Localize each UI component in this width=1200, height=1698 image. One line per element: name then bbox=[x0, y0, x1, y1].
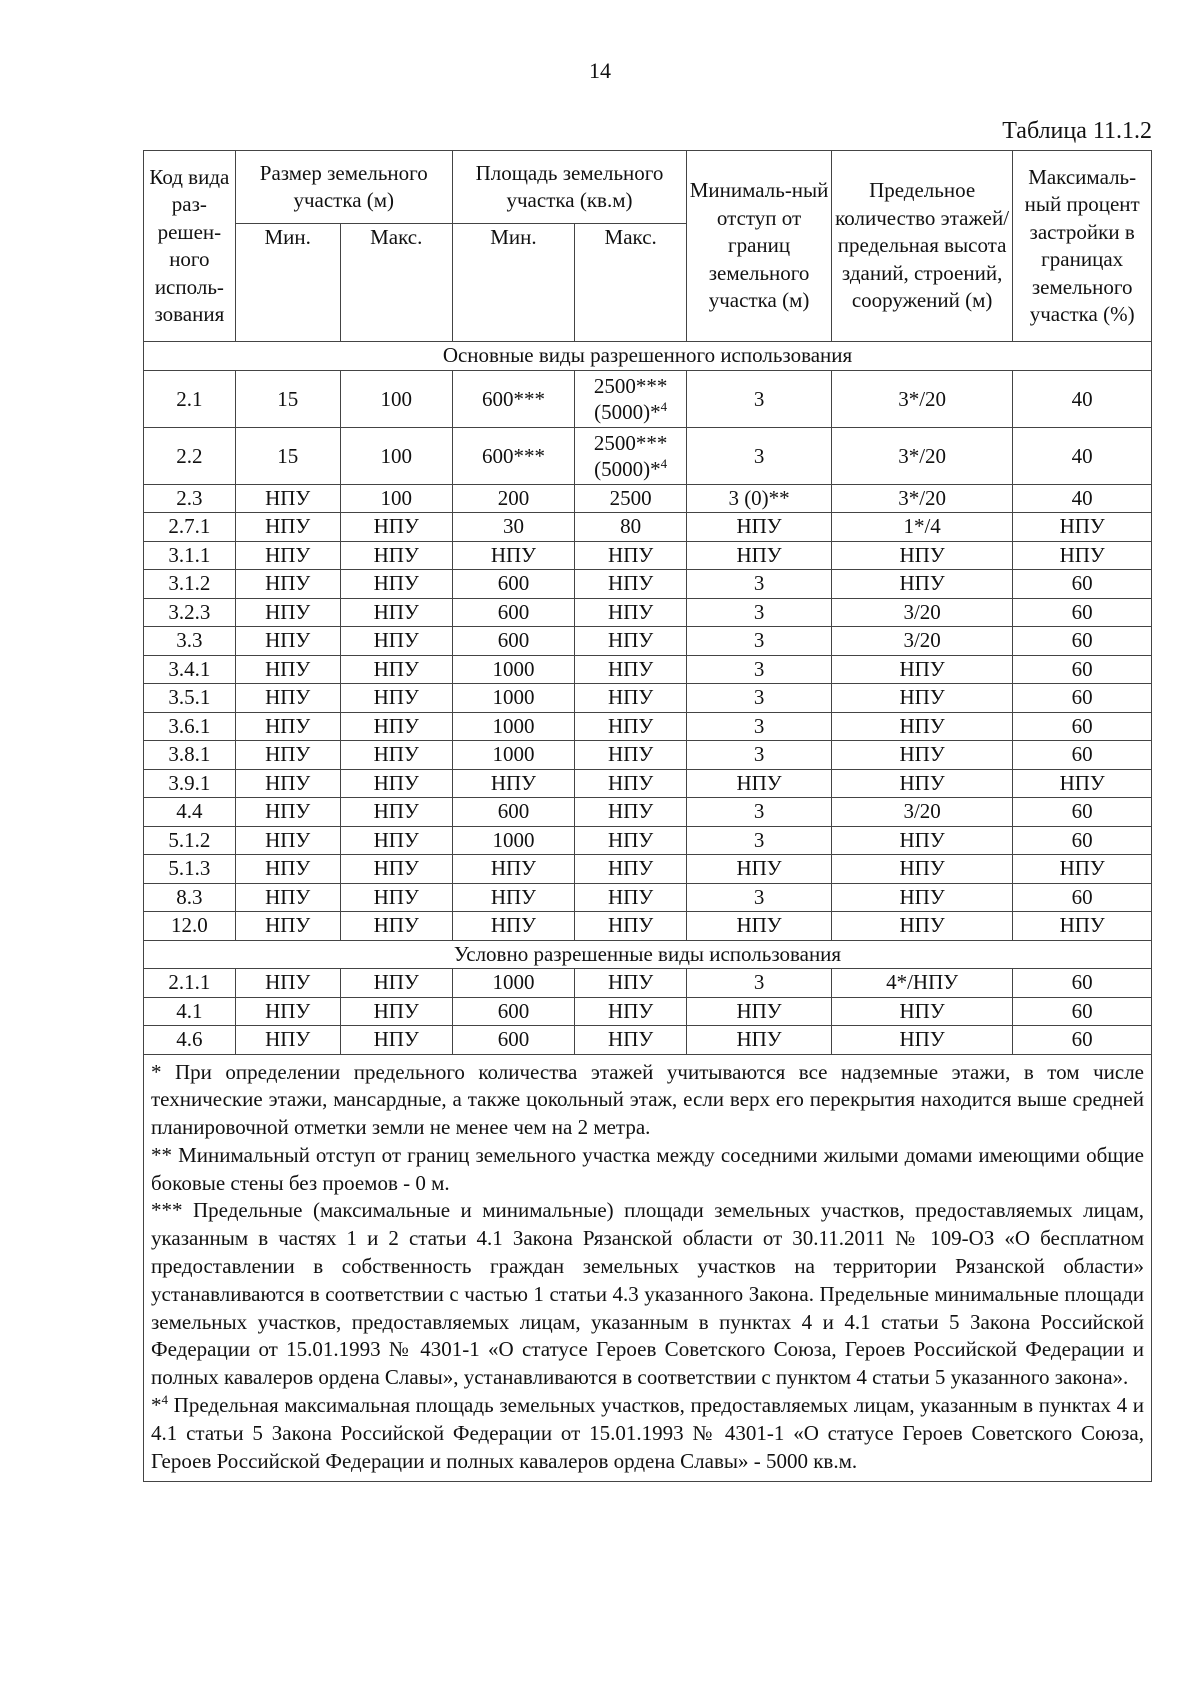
cell-area-min: 1000 bbox=[452, 826, 574, 855]
cell-floors: НПУ bbox=[831, 541, 1012, 570]
cell-size-min: НПУ bbox=[235, 798, 340, 827]
cell-code: 2.1.1 bbox=[144, 969, 236, 998]
cell-setback: НПУ bbox=[687, 513, 832, 542]
table-row bbox=[144, 855, 1152, 884]
cell-setback: 3 bbox=[687, 741, 832, 770]
table-row bbox=[144, 741, 1152, 770]
cell-coverage: 60 bbox=[1013, 798, 1152, 827]
cell-area-max: НПУ bbox=[575, 1026, 687, 1055]
cell-setback: НПУ bbox=[687, 855, 832, 884]
table-row bbox=[144, 798, 1152, 827]
cell-floors: НПУ bbox=[831, 1026, 1012, 1055]
cell-size-min: НПУ bbox=[235, 769, 340, 798]
cell-size-max: НПУ bbox=[340, 997, 452, 1026]
cell-code: 3.4.1 bbox=[144, 655, 236, 684]
cell-size-max: НПУ bbox=[340, 570, 452, 599]
cell-floors: 3/20 bbox=[831, 798, 1012, 827]
table-row bbox=[144, 427, 1152, 484]
footnote-3: *** Предельные (максимальные и минимальные) площади земельных участков, предоставляемых лицам, указанным в частях 1 и 2 статьи 4.1 Закона Рязанской области от 30.11.2011 № 109-ОЗ «О бесплатном предоставлении в собственность граждан земельных участков на территории Рязанской области» устанавливаются в соответствии с частью 1 статьи 4.3 указанного Закона. Предельные минимальные площади земельных участков, предоставляемых лицам, указанным в пунктах 4 и 4.1 статьи 5 Закона Российской Федерации от 15.01.1993 № 4301-1 «О статусе Героев Советского Союза, Героев Российской Федерации и полных кавалеров ордена Славы», устанавливаются в соответствии с пунктом 4 статьи 5 указанного закона». bbox=[151, 1198, 1144, 1390]
cell-size-min: НПУ bbox=[235, 855, 340, 884]
cell-code: 3.1.2 bbox=[144, 570, 236, 599]
table-row bbox=[144, 769, 1152, 798]
cell-setback: 3 bbox=[687, 798, 832, 827]
cell-code: 3.6.1 bbox=[144, 712, 236, 741]
zoning-parameters-table bbox=[143, 150, 1152, 1482]
section-main-title: Основные виды разрешенного использования bbox=[144, 342, 1152, 371]
cell-size-min: НПУ bbox=[235, 969, 340, 998]
cell-size-min: 15 bbox=[235, 370, 340, 427]
cell-code: 2.3 bbox=[144, 484, 236, 513]
table-row bbox=[144, 541, 1152, 570]
cell-area-max: НПУ bbox=[575, 712, 687, 741]
cell-code: 3.5.1 bbox=[144, 684, 236, 713]
cell-code: 2.7.1 bbox=[144, 513, 236, 542]
cell-size-max: 100 bbox=[340, 427, 452, 484]
cell-size-min: НПУ bbox=[235, 484, 340, 513]
cell-size-max: 100 bbox=[340, 370, 452, 427]
cell-size-min: НПУ bbox=[235, 598, 340, 627]
cell-floors: 3/20 bbox=[831, 598, 1012, 627]
cell-area-min: 600 bbox=[452, 598, 574, 627]
cell-setback: 3 bbox=[687, 598, 832, 627]
cell-floors: 3/20 bbox=[831, 627, 1012, 656]
cell-size-min: НПУ bbox=[235, 997, 340, 1026]
cell-setback: 3 bbox=[687, 826, 832, 855]
cell-area-max: НПУ bbox=[575, 570, 687, 599]
cell-area-min: НПУ bbox=[452, 541, 574, 570]
table-row bbox=[144, 370, 1152, 427]
cell-coverage: НПУ bbox=[1013, 513, 1152, 542]
cell-area-max: НПУ bbox=[575, 541, 687, 570]
area-max-value: 2500*** bbox=[593, 373, 668, 398]
table-row bbox=[144, 969, 1152, 998]
table-row bbox=[144, 684, 1152, 713]
cell-area-max: НПУ bbox=[575, 969, 687, 998]
footnote-4: *$^4$ Предельная максимальная площадь земельных участков, предоставляемых лицам, указанным в пунктах 4 и 4.1 статьи 5 Закона Российской Федерации от 15.01.1993 № 4301-1 «О статусе Героев Советского Союза, Героев Российской Федерации и полных кавалеров ордена Славы» - 5000 кв.м. bbox=[151, 1392, 1144, 1473]
cell-floors: НПУ bbox=[831, 997, 1012, 1026]
cell-setback: 3 bbox=[687, 370, 832, 427]
cell-floors: НПУ bbox=[831, 826, 1012, 855]
cell-area-max: НПУ bbox=[575, 741, 687, 770]
cell-coverage: 60 bbox=[1013, 598, 1152, 627]
cell-size-min: НПУ bbox=[235, 712, 340, 741]
cell-code: 4.4 bbox=[144, 798, 236, 827]
table-row bbox=[144, 912, 1152, 941]
cell-size-max: НПУ bbox=[340, 969, 452, 998]
cell-code: 5.1.3 bbox=[144, 855, 236, 884]
cell-size-min: НПУ bbox=[235, 912, 340, 941]
area-max-alt: (5000)*$^4$ bbox=[594, 398, 668, 424]
header-area-min: Мин. bbox=[452, 224, 574, 342]
cell-floors: НПУ bbox=[831, 655, 1012, 684]
cell-coverage: 60 bbox=[1013, 741, 1152, 770]
cell-code: 4.6 bbox=[144, 1026, 236, 1055]
page-number: 14 bbox=[589, 58, 611, 83]
cell-floors: НПУ bbox=[831, 883, 1012, 912]
cell-size-max: НПУ bbox=[340, 912, 452, 941]
table-row bbox=[144, 627, 1152, 656]
cell-coverage: 60 bbox=[1013, 826, 1152, 855]
cell-size-min: НПУ bbox=[235, 627, 340, 656]
cell-area-min: 600*** bbox=[452, 370, 574, 427]
cell-floors: 3*/20 bbox=[831, 427, 1012, 484]
cell-setback: НПУ bbox=[687, 997, 832, 1026]
cell-coverage: 60 bbox=[1013, 712, 1152, 741]
cell-floors: НПУ bbox=[831, 712, 1012, 741]
cell-area-min: НПУ bbox=[452, 769, 574, 798]
header-size-max: Макс. bbox=[340, 224, 452, 342]
table-row bbox=[144, 826, 1152, 855]
cell-coverage: НПУ bbox=[1013, 769, 1152, 798]
cell-setback: 3 bbox=[687, 570, 832, 599]
cell-area-min: 1000 bbox=[452, 655, 574, 684]
cell-area-max: НПУ bbox=[575, 598, 687, 627]
table-row bbox=[144, 598, 1152, 627]
header-size-min: Мин. bbox=[235, 224, 340, 342]
cell-area-min: 600 bbox=[452, 627, 574, 656]
cell-area-min: НПУ bbox=[452, 855, 574, 884]
header-code: Код вида раз-решен-ного исполь-зования bbox=[144, 151, 236, 342]
cell-setback: 3 bbox=[687, 427, 832, 484]
cell-area-min: 600*** bbox=[452, 427, 574, 484]
cell-area-max: НПУ bbox=[575, 655, 687, 684]
cell-area-min: НПУ bbox=[452, 912, 574, 941]
cell-area-min: 1000 bbox=[452, 684, 574, 713]
header-area-max: Макс. bbox=[575, 224, 687, 342]
cell-code: 4.1 bbox=[144, 997, 236, 1026]
cell-area-min: 600 bbox=[452, 570, 574, 599]
cell-coverage: 60 bbox=[1013, 655, 1152, 684]
cell-size-max: НПУ bbox=[340, 883, 452, 912]
cell-area-max: НПУ bbox=[575, 855, 687, 884]
cell-size-min: НПУ bbox=[235, 826, 340, 855]
footnotes bbox=[144, 1054, 1152, 1482]
cell-setback: НПУ bbox=[687, 912, 832, 941]
cell-size-min: НПУ bbox=[235, 513, 340, 542]
cell-area-max: НПУ bbox=[575, 798, 687, 827]
cell-code: 2.1 bbox=[144, 370, 236, 427]
cell-size-max: НПУ bbox=[340, 855, 452, 884]
cell-setback: 3 bbox=[687, 684, 832, 713]
cell-area-max: НПУ bbox=[575, 769, 687, 798]
cell-size-max: 100 bbox=[340, 484, 452, 513]
cell-floors: 4*/НПУ bbox=[831, 969, 1012, 998]
cell-size-max: НПУ bbox=[340, 627, 452, 656]
cell-code: 8.3 bbox=[144, 883, 236, 912]
cell-floors: 3*/20 bbox=[831, 370, 1012, 427]
cell-floors: НПУ bbox=[831, 684, 1012, 713]
cell-size-max: НПУ bbox=[340, 655, 452, 684]
cell-size-min: НПУ bbox=[235, 883, 340, 912]
cell-setback: 3 (0)** bbox=[687, 484, 832, 513]
cell-floors: 3*/20 bbox=[831, 484, 1012, 513]
cell-coverage: 60 bbox=[1013, 969, 1152, 998]
cell-area-min: 200 bbox=[452, 484, 574, 513]
cell-setback: 3 bbox=[687, 627, 832, 656]
cell-setback: 3 bbox=[687, 969, 832, 998]
cell-coverage: 60 bbox=[1013, 627, 1152, 656]
cell-code: 3.1.1 bbox=[144, 541, 236, 570]
area-max-alt: (5000)*$^4$ bbox=[594, 455, 668, 481]
header-floors: Предельное количество этажей/ предельная высота зданий, строений, сооружений (м) bbox=[831, 151, 1012, 342]
header-coverage: Максималь-ный процент застройки в границах земельного участка (%) bbox=[1013, 151, 1152, 342]
cell-setback: НПУ bbox=[687, 769, 832, 798]
cell-coverage: 60 bbox=[1013, 1026, 1152, 1055]
cell-area-max: НПУ bbox=[575, 684, 687, 713]
cell-floors: НПУ bbox=[831, 570, 1012, 599]
cell-setback: НПУ bbox=[687, 1026, 832, 1055]
header-size-group: Размер земельного участка (м) bbox=[235, 151, 452, 224]
cell-area-max: 80 bbox=[575, 513, 687, 542]
cell-size-min: НПУ bbox=[235, 1026, 340, 1055]
cell-floors: НПУ bbox=[831, 741, 1012, 770]
cell-coverage: 40 bbox=[1013, 484, 1152, 513]
cell-area-min: 600 bbox=[452, 798, 574, 827]
cell-area-max: 2500 bbox=[575, 484, 687, 513]
cell-floors: НПУ bbox=[831, 912, 1012, 941]
header-setback: Минималь-ный отступ от границ земельного участка (м) bbox=[687, 151, 832, 342]
cell-area-min: НПУ bbox=[452, 883, 574, 912]
cell-size-max: НПУ bbox=[340, 684, 452, 713]
cell-coverage: 60 bbox=[1013, 684, 1152, 713]
cell-size-min: НПУ bbox=[235, 570, 340, 599]
cell-coverage: 60 bbox=[1013, 570, 1152, 599]
table-row bbox=[144, 570, 1152, 599]
cell-code: 3.8.1 bbox=[144, 741, 236, 770]
cell-area-max bbox=[575, 427, 687, 484]
cell-area-min: 30 bbox=[452, 513, 574, 542]
cell-setback: 3 bbox=[687, 712, 832, 741]
cell-area-max bbox=[575, 370, 687, 427]
cell-coverage: 40 bbox=[1013, 427, 1152, 484]
footnote-2: ** Минимальный отступ от границ земельного участка между соседними жилыми домами имеющими общие боковые стены без проемов - 0 м. bbox=[151, 1142, 1144, 1195]
cell-code: 3.3 bbox=[144, 627, 236, 656]
table-row bbox=[144, 997, 1152, 1026]
cell-floors: НПУ bbox=[831, 769, 1012, 798]
cell-setback: 3 bbox=[687, 883, 832, 912]
cell-size-min: НПУ bbox=[235, 541, 340, 570]
table-row bbox=[144, 655, 1152, 684]
cell-setback: 3 bbox=[687, 655, 832, 684]
cell-size-min: НПУ bbox=[235, 684, 340, 713]
cell-area-min: 1000 bbox=[452, 969, 574, 998]
cell-area-min: 1000 bbox=[452, 712, 574, 741]
cell-area-max: НПУ bbox=[575, 627, 687, 656]
table-row bbox=[144, 1026, 1152, 1055]
cell-floors: НПУ bbox=[831, 855, 1012, 884]
cell-size-min: 15 bbox=[235, 427, 340, 484]
cell-size-max: НПУ bbox=[340, 1026, 452, 1055]
table-row bbox=[144, 883, 1152, 912]
table-caption: Таблица 11.1.2 bbox=[1002, 118, 1152, 144]
cell-size-max: НПУ bbox=[340, 741, 452, 770]
table-row bbox=[144, 712, 1152, 741]
cell-size-max: НПУ bbox=[340, 598, 452, 627]
cell-area-max: НПУ bbox=[575, 883, 687, 912]
section-conditional-title: Условно разрешенные виды использования bbox=[144, 940, 1152, 969]
cell-area-min: 600 bbox=[452, 997, 574, 1026]
cell-coverage: 60 bbox=[1013, 883, 1152, 912]
cell-size-max: НПУ bbox=[340, 712, 452, 741]
table-row bbox=[144, 513, 1152, 542]
table-row bbox=[144, 484, 1152, 513]
cell-area-min: 600 bbox=[452, 1026, 574, 1055]
cell-coverage: НПУ bbox=[1013, 912, 1152, 941]
cell-size-max: НПУ bbox=[340, 541, 452, 570]
cell-area-max: НПУ bbox=[575, 997, 687, 1026]
cell-coverage: НПУ bbox=[1013, 855, 1152, 884]
cell-coverage: 40 bbox=[1013, 370, 1152, 427]
cell-code: 3.2.3 bbox=[144, 598, 236, 627]
header-area-group: Площадь земельного участка (кв.м) bbox=[452, 151, 686, 224]
cell-size-max: НПУ bbox=[340, 513, 452, 542]
footnote-1: * При определении предельного количества этажей учитываются все надземные этажи, в том числе технические этажи, мансардные, а также цокольный этаж, если верх его перекрытия находится выше средней планировочной отметки земли не менее чем на 2 метра. bbox=[151, 1059, 1144, 1140]
cell-setback: НПУ bbox=[687, 541, 832, 570]
cell-area-max: НПУ bbox=[575, 912, 687, 941]
cell-code: 3.9.1 bbox=[144, 769, 236, 798]
cell-floors: 1*/4 bbox=[831, 513, 1012, 542]
cell-coverage: 60 bbox=[1013, 997, 1152, 1026]
cell-size-max: НПУ bbox=[340, 826, 452, 855]
cell-area-min: 1000 bbox=[452, 741, 574, 770]
cell-area-max: НПУ bbox=[575, 826, 687, 855]
area-max-value: 2500*** bbox=[593, 430, 668, 455]
cell-code: 2.2 bbox=[144, 427, 236, 484]
cell-code: 12.0 bbox=[144, 912, 236, 941]
cell-coverage: НПУ bbox=[1013, 541, 1152, 570]
cell-size-min: НПУ bbox=[235, 741, 340, 770]
cell-size-max: НПУ bbox=[340, 798, 452, 827]
cell-code: 5.1.2 bbox=[144, 826, 236, 855]
cell-size-max: НПУ bbox=[340, 769, 452, 798]
cell-size-min: НПУ bbox=[235, 655, 340, 684]
